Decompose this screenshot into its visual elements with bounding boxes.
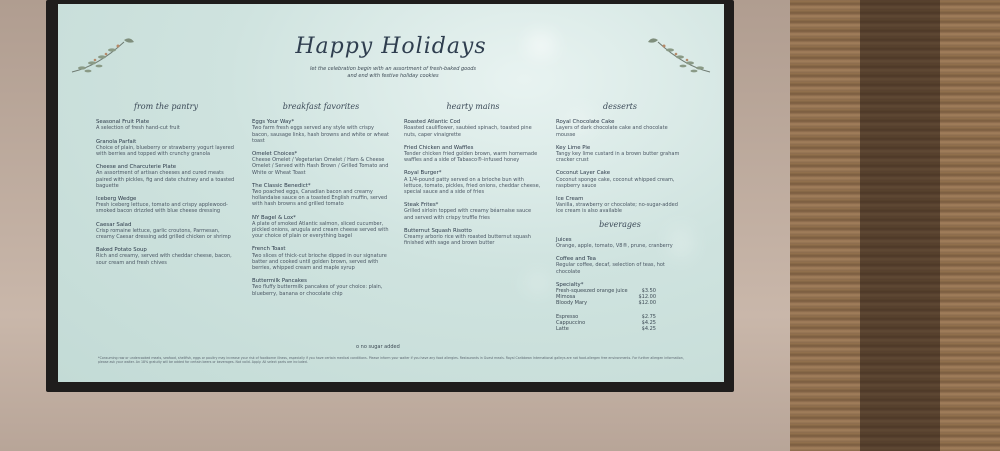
menu-item <box>96 119 236 131</box>
menu-item <box>96 222 236 241</box>
item-desc: Two farm fresh eggs served any style with crispy bacon, sausage links, hash browns and white or wheat toast <box>252 125 389 144</box>
menu-item <box>96 196 236 215</box>
no-sugar-note: o no sugar added <box>356 344 400 350</box>
drink-name: Mimosa <box>556 294 576 301</box>
section-pantry <box>96 104 236 273</box>
item-desc: A 1/4-pound patty served on a brioche bun with lettuce, tomato, pickles, fried onions, cheddar cheese, special sauce and a side of fries <box>404 176 541 196</box>
menu-item <box>252 119 390 144</box>
drink-price: $12.00 <box>638 294 656 301</box>
item-name: Caesar Salad <box>96 221 132 228</box>
wood-panel-shadow <box>860 0 940 451</box>
item-desc: Roasted cauliflower, sautéed spinach, toasted pine nuts, caper vinaigrette <box>404 125 532 138</box>
menu-item <box>404 170 542 195</box>
item-desc: Layers of dark chocolate cake and chocolate mousse <box>556 125 668 138</box>
item-name: Seasonal Fruit Plate <box>96 119 150 126</box>
item-name: Butternut Squash Risotto <box>404 227 472 234</box>
section-heading: desserts <box>603 102 637 111</box>
section-heading: beverages <box>599 219 641 229</box>
item-desc: Fresh iceberg lettuce, tomato and crispy applewood-smoked bacon drizzled with blue cheese dressing <box>96 202 228 215</box>
specialty-drinks <box>556 282 684 307</box>
item-desc: Rich and creamy, served with cheddar cheese, bacon, sour cream and fresh chives <box>96 253 232 266</box>
drink-price: $3.50 <box>641 288 656 295</box>
drink-name: Fresh-squeezed orange juice <box>556 288 628 295</box>
item-desc: Coconut sponge cake, coconut whipped cream, raspberry sauce <box>556 176 675 189</box>
item-desc: Cheese Omelet / Vegetarian Omelet / Ham & Cheese Omelet / Served with Hash Brown / Grilled Tomato and White or Wheat Toast <box>252 157 389 176</box>
menu-item <box>404 228 542 247</box>
menu-item <box>252 278 390 297</box>
drink-name: Bloody Mary <box>556 300 588 307</box>
item-name: Roasted Atlantic Cod <box>404 119 461 126</box>
drink-price: $4.25 <box>641 319 656 326</box>
item-desc: Two fluffy buttermilk pancakes of your choice: plain, blueberry, banana or chocolate chip <box>252 284 383 297</box>
item-name: Specialty* <box>556 281 584 288</box>
item-name: Juices <box>556 236 572 243</box>
item-desc: Crisp romaine lettuce, garlic croutons, Parmesan, creamy Caesar dressing add grilled chicken or shrimp <box>96 227 231 241</box>
item-desc: Regular coffee, decaf, selection of teas, hot chocolate <box>556 262 665 275</box>
footnote: *Consuming raw or undercooked meats, seafood, shellfish, eggs or poultry may increase your risk of foodborne illness, especially if you have certain medical conditions. Please inform your waiter if you have any food allergies. Restaurants in Guest meals. Royal Caribbean International galleys are not food-allergen free environments. For further allergen information, please ask your waiter. An 18% gratuity will be added for certain beers or beverages. Not valid. Apply. All select parts are included. <box>98 356 684 364</box>
item-desc: Tender chicken fried golden brown, warm homemade waffles and a side of Tabasco®-infused honey <box>404 151 538 164</box>
item-desc: Two poached eggs, Canadian bacon and creamy hollandaise sauce on a toasted English muffin, served with hash browns and grilled tomato <box>252 189 388 208</box>
menu-item <box>252 215 390 240</box>
item-name: Granola Parfait <box>96 138 137 145</box>
menu-item <box>556 256 684 275</box>
section-heading: breakfast favorites <box>282 102 360 111</box>
item-desc: Grilled sirloin topped with creamy béarnaise sauce and served with crispy truffle fries <box>404 208 532 221</box>
item-name: Baked Potato Soup <box>96 247 147 254</box>
section-desserts <box>556 104 684 339</box>
item-name: French Toast <box>252 246 286 253</box>
menu-item <box>556 119 684 138</box>
item-name: Key Lime Pie <box>556 144 591 151</box>
menu-item <box>556 170 684 189</box>
item-desc: Creamy arborio rice with roasted butternut squash finished with sage and brown butter <box>404 234 531 247</box>
item-name: Coconut Layer Cake <box>556 170 611 177</box>
item-name: Fried Chicken and Waffles <box>404 144 474 151</box>
item-name: Royal Chocolate Cake <box>556 119 615 126</box>
item-name: Royal Burger* <box>404 170 442 177</box>
item-name: Ice Cream <box>556 196 584 203</box>
item-desc: A plate of smoked Atlantic salmon, sliced cucumber, pickled onions, arugula and cream cheese served with your choice of plain or everything bagel <box>252 220 389 240</box>
menu-item <box>404 119 542 138</box>
item-name: Buttermilk Pancakes <box>252 278 307 285</box>
menu-item <box>252 151 390 176</box>
menu-screen <box>58 4 724 382</box>
menu-title: Happy Holidays <box>295 34 487 59</box>
section-heading: from the pantry <box>134 102 198 111</box>
menu-item <box>556 237 684 249</box>
item-desc: Choice of plain, blueberry or strawberry yogurt layered with berries and topped with crunchy granola <box>96 144 234 158</box>
menu-item <box>404 202 542 221</box>
item-name: The Classic Benedict* <box>252 182 311 189</box>
menu-item <box>252 246 390 271</box>
item-desc: Two slices of thick-cut brioche dipped in our signature batter and cooked until golden brown, served with berries, whipped cream and maple syrup <box>252 252 387 272</box>
item-desc: Vanilla, strawberry or chocolate; no-sugar-added ice cream is also available <box>556 202 678 215</box>
price-row <box>556 300 656 306</box>
drink-name: Cappuccino <box>556 319 586 326</box>
drink-price: $12.00 <box>638 300 656 307</box>
section-breakfast <box>252 104 390 304</box>
drink-name: Latte <box>556 326 569 333</box>
menu-item <box>556 196 684 215</box>
menu-intro: let the celebration begin with an assortment of fresh-baked goods and end with festive holiday cookies <box>309 66 477 79</box>
menu-item <box>96 247 236 266</box>
section-heading: hearty mains <box>446 102 500 111</box>
menu-item <box>556 145 684 164</box>
item-name: Coffee and Tea <box>556 256 596 263</box>
menu-item <box>252 183 390 208</box>
item-desc: Orange, apple, tomato, V8®, prune, cranberry <box>556 243 673 250</box>
section-hearty-mains <box>404 104 542 253</box>
drink-name: Espresso <box>556 313 579 320</box>
item-name: Eggs Your Way* <box>252 119 295 126</box>
item-desc: Tangy key lime custard in a brown butter graham cracker crust <box>556 151 680 164</box>
item-name: Omelet Choices* <box>252 151 298 158</box>
item-name: Steak Frites* <box>404 202 439 209</box>
item-name: Cheese and Charcuterie Plate <box>96 164 177 171</box>
item-name: Iceberg Wedge <box>96 196 137 203</box>
coffee-drinks <box>556 314 684 333</box>
light-glare <box>528 274 548 292</box>
item-desc: An assortment of artisan cheeses and cured meats paired with pickles, fig and date chutney and a toasted baguette <box>96 170 235 189</box>
item-name: NY Bagel & Lox* <box>252 214 296 221</box>
drink-price: $2.75 <box>641 313 656 320</box>
item-desc: A selection of fresh hand-cut fruit <box>96 125 180 132</box>
menu-item <box>96 139 236 158</box>
drink-price: $4.25 <box>641 326 656 333</box>
menu-item <box>404 145 542 164</box>
price-row <box>556 326 656 332</box>
menu-item <box>96 164 236 189</box>
